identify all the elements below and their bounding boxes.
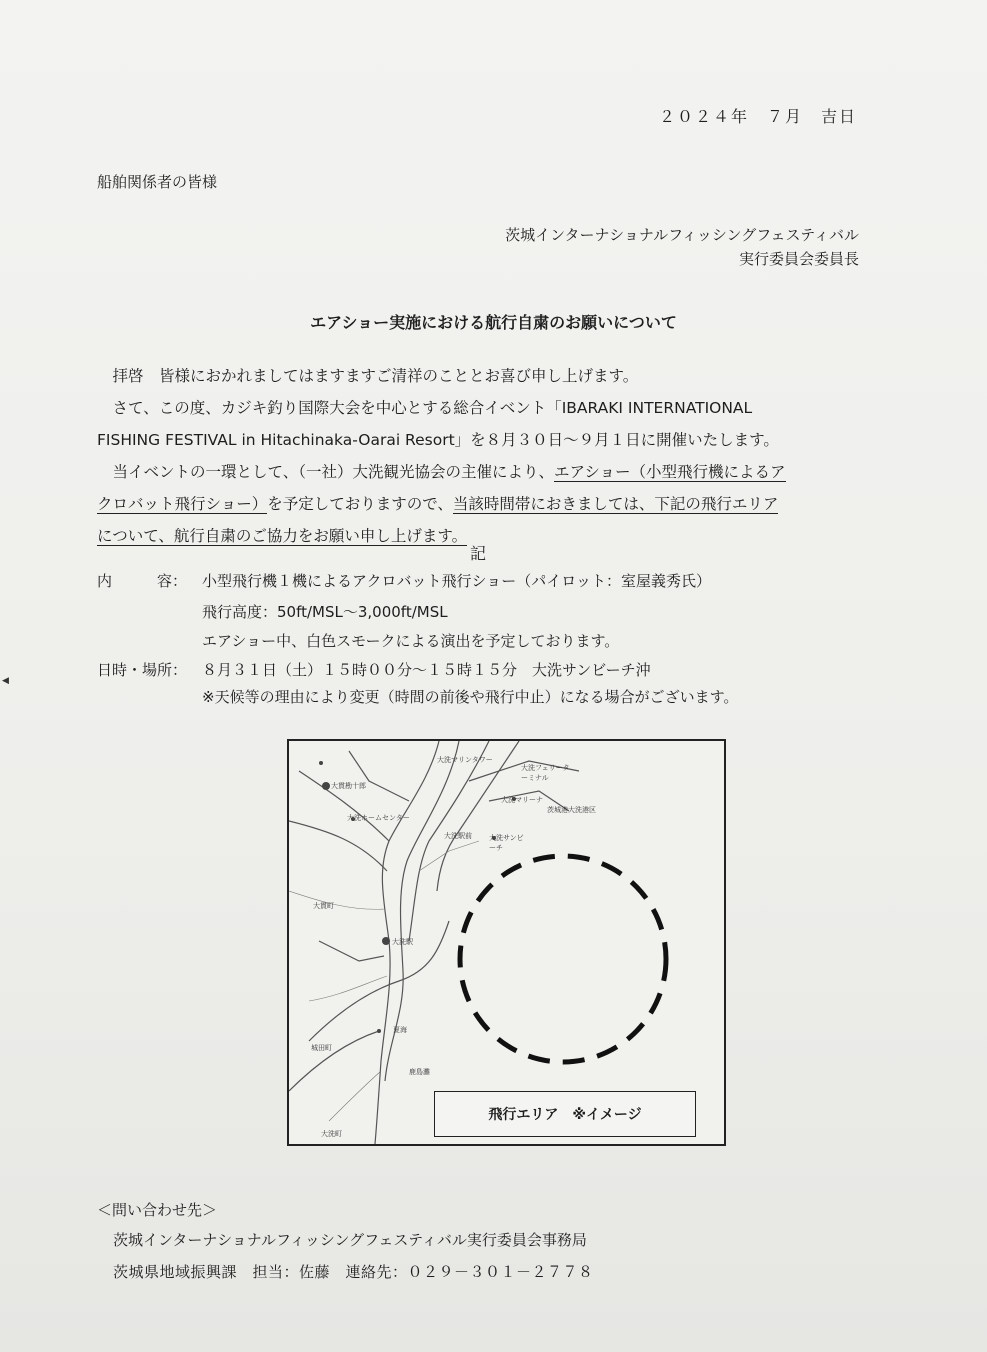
document-title: エアショー実施における航行自粛のお願いについて [310,313,677,332]
map-label-shirota: 城田町 [311,1044,332,1052]
map-label-kashimanada: 鹿島灘 [409,1068,430,1076]
contact-organization: 茨城インターナショナルフィッシングフェスティバル実行委員会事務局 [113,1231,587,1249]
coast-road-line [409,741,489,941]
map-point-5 [377,1029,381,1033]
station-marker-1 [322,782,330,790]
map-label-ferry-terminal: 大洗フェリーターミナル [521,764,570,782]
document-date: ２０２４年 ７月 吉日 [658,107,857,126]
underlined-request-text: について、航行自粛のご協力をお願い申し上げます。 [97,527,468,545]
sender-title: 実行委員会委員長 [738,250,859,268]
content-label: 内 容： [97,572,188,590]
contact-heading: ＜問い合わせ先＞ [97,1201,218,1219]
road-south-1 [309,921,449,1041]
map-label-oarai-station: 大洗駅 [392,938,413,946]
body-line-5 [97,488,863,520]
road-west-2 [289,821,387,871]
body-line-5-plain: を予定しておりますので、 [267,495,453,513]
station-marker-2 [382,937,390,945]
map-label-station-front: 大洗駅前 [444,832,472,840]
body-line-2: さて、この度、カジキ釣り国際大会を中心とする総合イベント「IBARAKI INTERNATIONAL [97,399,753,417]
body-text [97,360,863,552]
body-line-4-plain: 当イベントの一環として、（一社）大洗観光協会の主催により、 [97,463,554,481]
datetime-line-1: ８月３１日（土）１５時００分～１５時１５分 大洗サンビーチ沖 [202,661,651,679]
flight-area-map [287,739,726,1146]
body-line-3: FISHING FESTIVAL in Hitachinaka-Oarai Resort」を８月３０日～９月１日に開催いたします。 [97,431,779,449]
road-north [349,751,409,801]
map-label-onuki: 大貫町 [313,902,334,910]
content-line-2: 飛行高度：50ft/MSL～3,000ft/MSL [202,603,448,621]
map-label-home-center: 大洗ホームセンター [347,814,410,822]
underlined-acrobat-text: クロバット飛行ショー） [97,495,268,513]
map-label-onuki-kanjuro: 大貫勘十郎 [331,782,366,790]
minor-road-2 [309,976,387,1001]
datetime-label: 日時・場所： [97,661,188,679]
map-label-port: 茨城港大洗港区 [547,806,596,814]
map-point-2 [319,761,323,765]
road-mid-west [319,941,384,961]
map-label-oarai-town: 大洗町 [321,1130,342,1138]
underlined-flight-area-text: 当該時間帯におきましては、下記の飛行エリア [452,495,779,513]
content-line-3: エアショー中、白色スモークによる演出を予定しております。 [202,632,620,650]
map-label-sunbeach: 大洗サンビーチ [489,834,524,852]
map-label-marine-tower: 大洗マリンタワー [437,756,493,764]
minor-road-1 [289,891,385,909]
map-label-natsumi: 夏海 [393,1026,407,1034]
body-line-1: 拝啓 皆様におかれましてはますますご清祥のこととお喜び申し上げます。 [97,367,639,385]
road-south-2 [289,1031,379,1091]
contact-details: 茨城県地域振興課 担当：佐藤 連絡先：０２９－３０１－２７７８ [113,1263,594,1281]
sender-organization: 茨城インターナショナルフィッシングフェスティバル [505,226,859,244]
map-label-marina: 大洗マリーナ [501,796,543,804]
minor-road-3 [419,841,479,871]
left-edge-arrow-icon: ◀ [2,676,9,686]
map-legend-text: 飛行エリア ※イメージ [488,1107,642,1123]
ki-heading: 記 [470,544,487,563]
datetime-line-2: ※天候等の理由により変更（時間の前後や飛行中止）になる場合がございます。 [202,688,739,706]
flight-area-circle [460,856,666,1062]
map-legend-box [434,1091,696,1137]
content-line-1: 小型飛行機１機によるアクロバット飛行ショー（パイロット：室屋義秀氏） [202,572,711,590]
minor-road-4 [329,1071,381,1121]
underlined-airshow-text: エアショー（小型飛行機によるア [553,463,786,481]
recipient: 船舶関係者の皆様 [97,173,218,191]
body-line-4 [97,456,863,488]
